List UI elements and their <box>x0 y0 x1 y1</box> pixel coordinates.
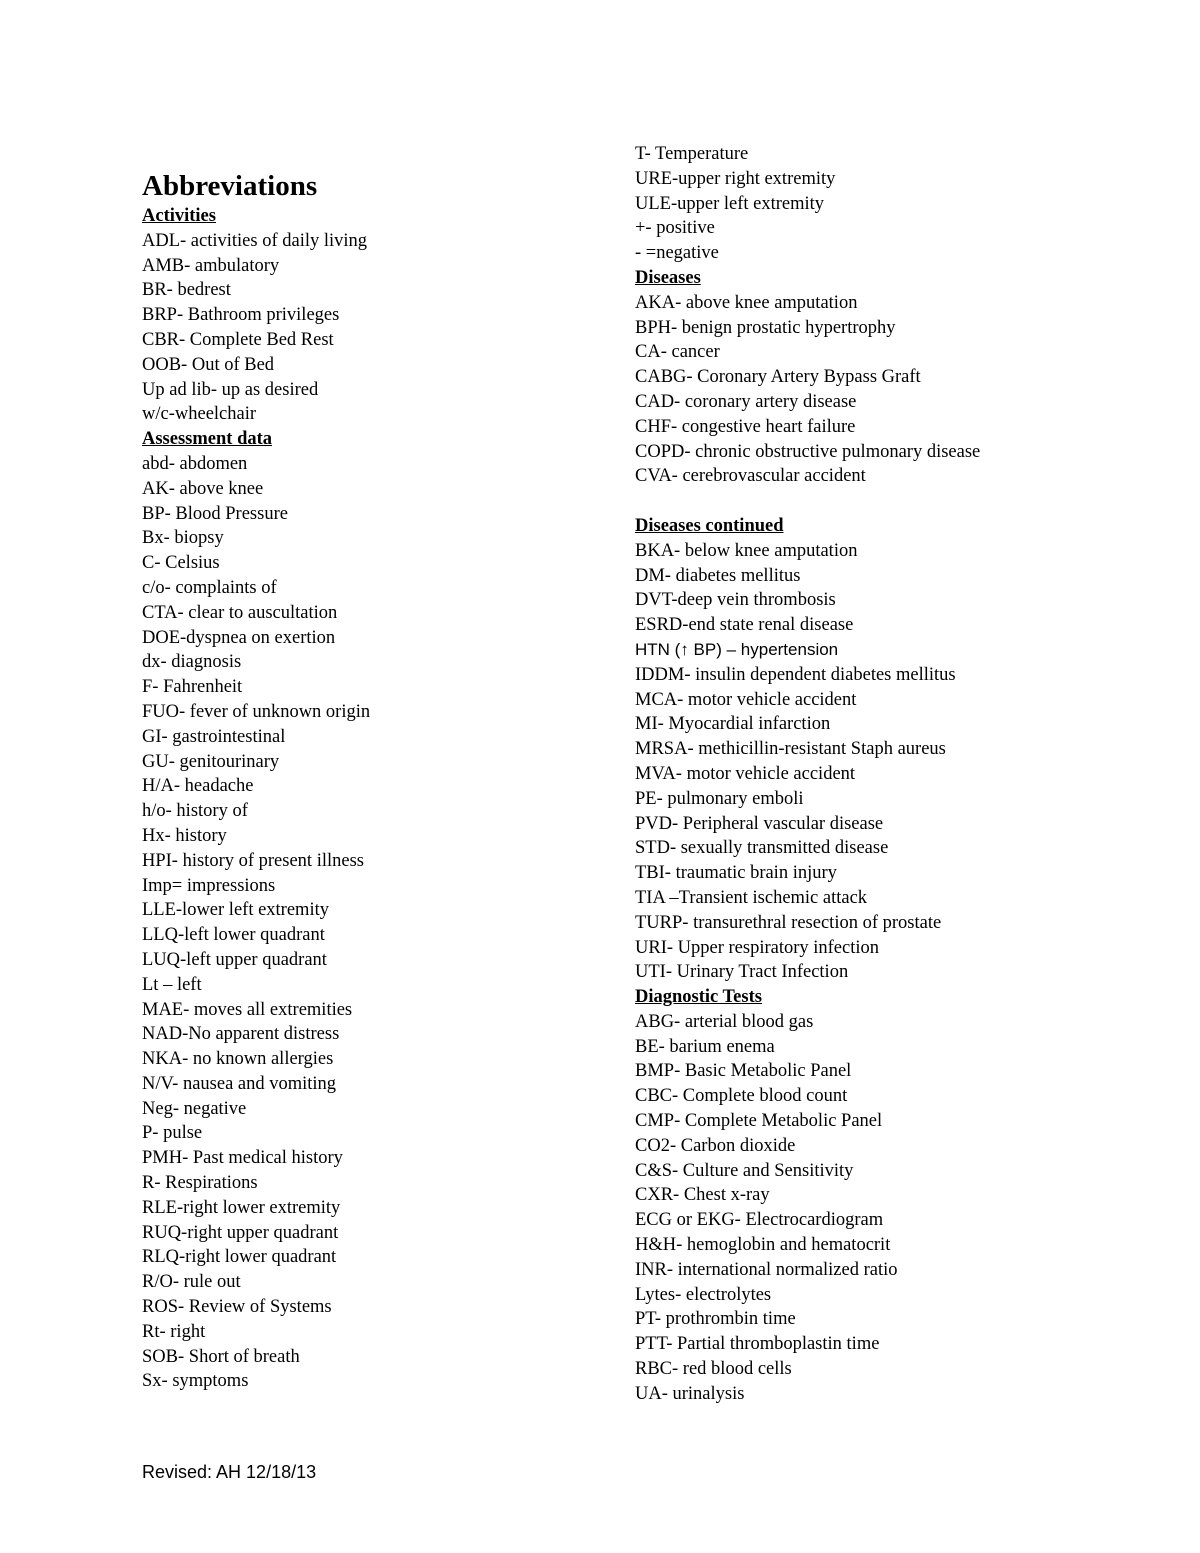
list-item: ULE-upper left extremity <box>635 193 825 214</box>
list-item: MCA- motor vehicle accident <box>635 689 857 710</box>
list-item: IDDM- insulin dependent diabetes mellitus <box>635 664 956 685</box>
list-item: c/o- complaints of <box>142 577 277 598</box>
list-item: CBC- Complete blood count <box>635 1086 848 1107</box>
diseases-continued-list-a <box>635 539 980 638</box>
list-item: INR- international normalized ratio <box>635 1259 898 1280</box>
list-item: N/V- nausea and vomiting <box>142 1073 337 1094</box>
list-item: LLE-lower left extremity <box>142 900 329 921</box>
list-item: COPD- chronic obstructive pulmonary disease <box>635 441 981 462</box>
revision-footer: Revised: AH 12/18/13 <box>142 1462 317 1482</box>
list-item: BMP- Basic Metabolic Panel <box>635 1061 852 1082</box>
activities-list <box>142 229 370 427</box>
list-item: URE-upper right extremity <box>635 168 836 189</box>
list-item: H/A- headache <box>142 776 254 797</box>
list-item: OOB- Out of Bed <box>142 354 275 375</box>
list-item: CO2- Carbon dioxide <box>635 1135 796 1156</box>
list-item: PVD- Peripheral vascular disease <box>635 813 884 834</box>
list-item: URI- Upper respiratory infection <box>635 937 880 958</box>
list-item: TURP- transurethral resection of prostate <box>635 912 942 933</box>
list-item: Lytes- electrolytes <box>635 1284 772 1305</box>
list-item: LLQ-left lower quadrant <box>142 925 325 946</box>
list-item: R- Respirations <box>142 1173 258 1194</box>
list-item: ABG- arterial blood gas <box>635 1011 814 1032</box>
list-item: LUQ-left upper quadrant <box>142 949 327 970</box>
list-item: C&S- Culture and Sensitivity <box>635 1160 854 1181</box>
list-item: TIA –Transient ischemic attack <box>635 887 868 908</box>
list-item: Imp= impressions <box>142 875 276 896</box>
list-item: UTI- Urinary Tract Infection <box>635 962 849 983</box>
list-item: HPI- history of present illness <box>142 850 364 871</box>
list-item: GU- genitourinary <box>142 751 280 772</box>
section-heading-assessment: Assessment data <box>142 429 273 450</box>
diagnostic-tests-list <box>635 1010 980 1407</box>
list-item: Neg- negative <box>142 1098 247 1119</box>
list-item: h/o- history of <box>142 801 248 822</box>
list-item: AK- above knee <box>142 478 264 499</box>
list-item: DM- diabetes mellitus <box>635 565 801 586</box>
section-spacer <box>635 489 980 514</box>
list-item: Sx- symptoms <box>142 1371 249 1392</box>
section-heading-activities: Activities <box>142 206 216 226</box>
list-item: H&H- hemoglobin and hematocrit <box>635 1235 891 1256</box>
list-item: +- positive <box>635 218 715 239</box>
list-item: BE- barium enema <box>635 1036 775 1057</box>
list-item: SOB- Short of breath <box>142 1346 300 1367</box>
list-item: NKA- no known allergies <box>142 1049 334 1070</box>
diseases-continued-list-b <box>635 663 980 985</box>
list-item: MAE- moves all extremities <box>142 999 353 1020</box>
list-item: T- Temperature <box>635 144 749 164</box>
list-item: BP- Blood Pressure <box>142 503 288 524</box>
list-item: ECG or EKG- Electrocardiogram <box>635 1210 884 1231</box>
diseases-list <box>635 291 980 489</box>
list-item: MRSA- methicillin-resistant Staph aureus <box>635 739 946 760</box>
list-item: ESRD-end state renal disease <box>635 615 854 636</box>
list-item: STD- sexually transmitted disease <box>635 838 889 859</box>
list-item: TBI- traumatic brain injury <box>635 863 837 884</box>
section-heading-diseases-continued: Diseases continued <box>635 515 784 536</box>
list-item: BPH- benign prostatic hypertrophy <box>635 317 896 338</box>
list-item: CVA- cerebrovascular accident <box>635 466 866 487</box>
assessment-list <box>142 452 370 1394</box>
list-item: AMB- ambulatory <box>142 255 280 276</box>
list-item: FUO- fever of unknown origin <box>142 701 371 722</box>
list-item: Up ad lib- up as desired <box>142 379 319 400</box>
list-item: PTT- Partial thromboplastin time <box>635 1334 880 1355</box>
list-item: RLQ-right lower quadrant <box>142 1247 337 1268</box>
assessment-continued-list <box>635 142 980 266</box>
section-heading-diseases: Diseases <box>635 267 701 288</box>
list-item: BKA- below knee amputation <box>635 540 858 561</box>
list-item: GI- gastrointestinal <box>142 726 286 747</box>
list-item: PE- pulmonary emboli <box>635 788 804 809</box>
list-item: RBC- red blood cells <box>635 1359 792 1380</box>
page-title: Abbreviations <box>142 170 318 202</box>
list-item: CXR- Chest x-ray <box>635 1185 770 1206</box>
list-item: PMH- Past medical history <box>142 1148 343 1169</box>
list-item: Lt – left <box>142 974 202 995</box>
list-item: CHF- congestive heart failure <box>635 416 856 437</box>
list-item: PT- prothrombin time <box>635 1309 796 1330</box>
list-item: MI- Myocardial infarction <box>635 714 831 735</box>
list-item-htn: HTN (↑ BP) – hypertension <box>635 639 839 659</box>
list-item: AKA- above knee amputation <box>635 292 858 313</box>
list-item: CTA- clear to auscultation <box>142 602 338 623</box>
list-item: CAD- coronary artery disease <box>635 391 857 412</box>
list-item: CMP- Complete Metabolic Panel <box>635 1111 883 1132</box>
list-item: BR- bedrest <box>142 280 231 301</box>
list-item: w/c-wheelchair <box>142 404 257 425</box>
list-item: CABG- Coronary Artery Bypass Graft <box>635 367 921 388</box>
list-item: P- pulse <box>142 1123 203 1144</box>
list-item: CBR- Complete Bed Rest <box>142 329 334 350</box>
list-item: DVT-deep vein thrombosis <box>635 590 836 611</box>
list-item: MVA- motor vehicle accident <box>635 763 856 784</box>
list-item: R/O- rule out <box>142 1272 241 1293</box>
list-item: UA- urinalysis <box>635 1383 745 1404</box>
list-item: RUQ-right upper quadrant <box>142 1222 339 1243</box>
list-item: CA- cancer <box>635 342 720 363</box>
right-column <box>635 142 980 1407</box>
section-heading-diagnostic-tests: Diagnostic Tests <box>635 987 762 1008</box>
list-item: Rt- right <box>142 1321 206 1342</box>
list-item: dx- diagnosis <box>142 652 242 673</box>
list-item: Hx- history <box>142 825 227 846</box>
list-item: DOE-dyspnea on exertion <box>142 627 336 648</box>
list-item: Bx- biopsy <box>142 528 224 549</box>
list-item: - =negative <box>635 243 719 264</box>
list-item: abd- abdomen <box>142 453 248 474</box>
list-item: F- Fahrenheit <box>142 677 243 698</box>
list-item: ADL- activities of daily living <box>142 230 368 251</box>
list-item: ROS- Review of Systems <box>142 1297 332 1318</box>
list-item: BRP- Bathroom privileges <box>142 305 340 326</box>
left-column <box>142 168 370 1394</box>
list-item: RLE-right lower extremity <box>142 1197 341 1218</box>
list-item: C- Celsius <box>142 553 220 574</box>
list-item: NAD-No apparent distress <box>142 1024 340 1045</box>
